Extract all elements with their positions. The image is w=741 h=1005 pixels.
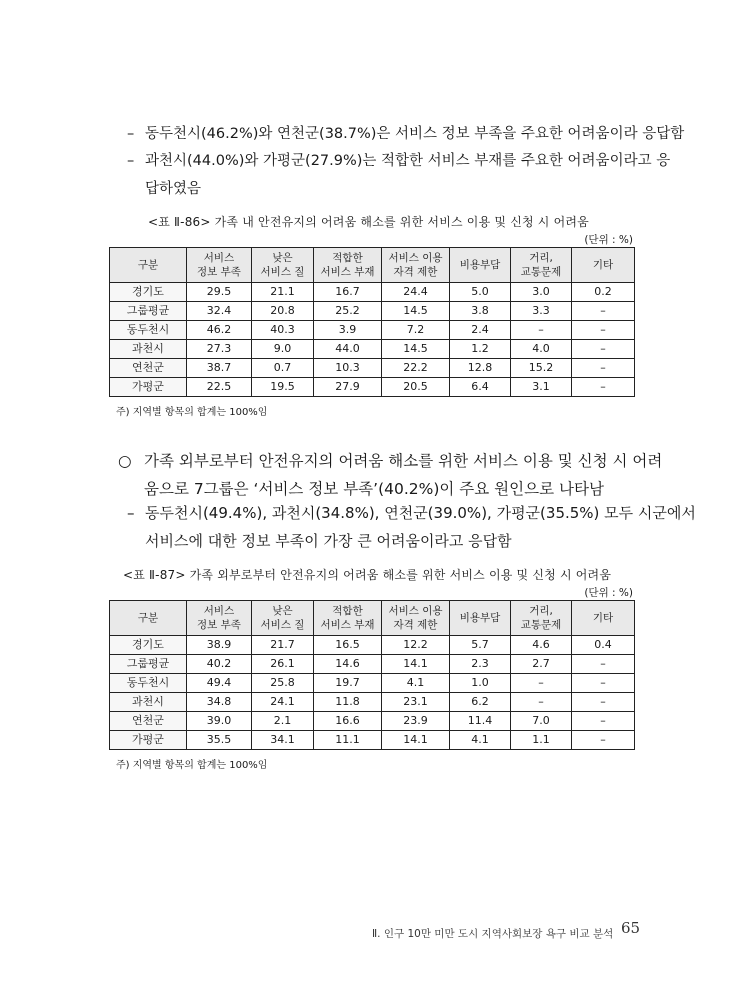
column-header xyxy=(382,601,450,636)
column-header-line: 구분 xyxy=(137,612,159,624)
row-label: 과천시 xyxy=(110,340,187,359)
table-cell: 2.1 xyxy=(252,712,314,731)
bullet-item xyxy=(127,503,696,523)
table-row xyxy=(110,636,635,655)
table-cell: – xyxy=(511,693,572,712)
column-header-line: 정보 부족 xyxy=(197,619,241,631)
table-row xyxy=(110,655,635,674)
column-header-line: 서비스 이용 xyxy=(388,605,443,617)
table-cell: 5.7 xyxy=(450,636,511,655)
table-cell: 38.9 xyxy=(187,636,252,655)
table-row xyxy=(110,731,635,750)
page-number: 65 xyxy=(621,919,641,937)
column-header xyxy=(511,248,572,283)
table-cell: 14.6 xyxy=(314,655,382,674)
dash-marker: – xyxy=(127,504,135,522)
table-cell: 11.8 xyxy=(314,693,382,712)
paragraph-continuation: 움으로 7그룹은 ‘서비스 정보 부족’(40.2%)이 주요 원인으로 나타남 xyxy=(144,480,604,498)
dash-marker: – xyxy=(127,153,135,169)
column-header xyxy=(314,601,382,636)
table-note: 주) 지역별 항목의 합계는 100%임 xyxy=(116,760,268,771)
column-header-line: 적합한 xyxy=(332,605,363,617)
row-label: 그룹평균 xyxy=(110,302,187,321)
table-cell: 23.1 xyxy=(382,693,450,712)
column-header xyxy=(450,601,511,636)
row-label: 가평군 xyxy=(110,378,187,397)
table-cell: 19.7 xyxy=(314,674,382,693)
table-cell: 4.0 xyxy=(511,340,572,359)
table-cell: – xyxy=(511,674,572,693)
column-header-line: 비용부담 xyxy=(459,612,501,624)
column-header xyxy=(187,248,252,283)
table-cell: 23.9 xyxy=(382,712,450,731)
table-cell: 2.3 xyxy=(450,655,511,674)
table-cell: 3.1 xyxy=(511,378,572,397)
table-cell: 4.1 xyxy=(382,674,450,693)
table-cell: – xyxy=(572,693,635,712)
table-cell: 25.2 xyxy=(314,302,382,321)
column-header xyxy=(572,601,635,636)
table-cell: 0.4 xyxy=(572,636,635,655)
dash-marker: – xyxy=(127,126,135,142)
table-cell: 0.7 xyxy=(252,359,314,378)
column-header-line: 낮은 xyxy=(272,252,293,264)
table-row xyxy=(110,321,635,340)
column-header-line: 적합한 xyxy=(332,252,363,264)
column-header-line: 기타 xyxy=(592,259,614,271)
table-cell: 2.7 xyxy=(511,655,572,674)
table-cell: 12.8 xyxy=(450,359,511,378)
row-label: 연천군 xyxy=(110,359,187,378)
bullet-text: 동두천시(49.4%), 과천시(34.8%), 연천군(39.0%), 가평군(35.5%) 모두 시군에서 xyxy=(145,504,696,522)
table-row xyxy=(110,693,635,712)
table-cell: 0.2 xyxy=(572,283,635,302)
table-cell: 40.3 xyxy=(252,321,314,340)
column-header xyxy=(187,601,252,636)
bullet-text: 동두천시(46.2%)와 연천군(38.7%)은 서비스 정보 부족을 주요한 어려움이라 응답함 xyxy=(145,126,685,142)
table-cell: 14.5 xyxy=(382,302,450,321)
table-cell: 4.6 xyxy=(511,636,572,655)
table-cell: 20.8 xyxy=(252,302,314,321)
table-cell: 2.4 xyxy=(450,321,511,340)
table-cell: 1.2 xyxy=(450,340,511,359)
row-label: 경기도 xyxy=(110,636,187,655)
table-cell: 44.0 xyxy=(314,340,382,359)
bullet-text: 과천시(44.0%)와 가평군(27.9%)는 적합한 서비스 부재를 주요한 어려움이라고 응 xyxy=(145,153,671,169)
column-header xyxy=(572,248,635,283)
table-cell: 14.1 xyxy=(382,655,450,674)
table-cell: 16.5 xyxy=(314,636,382,655)
column-header xyxy=(252,248,314,283)
table-cell: 49.4 xyxy=(187,674,252,693)
table-cell: – xyxy=(572,731,635,750)
table-cell: 5.0 xyxy=(450,283,511,302)
table-cell: 7.0 xyxy=(511,712,572,731)
table-cell: 11.4 xyxy=(450,712,511,731)
table-cell: – xyxy=(572,340,635,359)
column-header-line: 구분 xyxy=(137,259,159,271)
table-cell: 6.4 xyxy=(450,378,511,397)
table-cell: 21.7 xyxy=(252,636,314,655)
column-header xyxy=(450,248,511,283)
table-row xyxy=(110,674,635,693)
column-header-line: 서비스 이용 xyxy=(388,252,443,264)
table-cell: 27.9 xyxy=(314,378,382,397)
table-cell: 9.0 xyxy=(252,340,314,359)
table-cell: 34.8 xyxy=(187,693,252,712)
running-footer: Ⅱ. 인구 10만 미만 도시 지역사회보장 욕구 비교 분석 xyxy=(372,928,614,940)
table-row xyxy=(110,283,635,302)
table-cell: 24.4 xyxy=(382,283,450,302)
table-cell: 3.9 xyxy=(314,321,382,340)
column-header xyxy=(511,601,572,636)
circle-marker: ○ xyxy=(118,452,132,470)
table-cell: – xyxy=(572,655,635,674)
row-label: 과천시 xyxy=(110,693,187,712)
row-label: 경기도 xyxy=(110,283,187,302)
column-header xyxy=(252,601,314,636)
table-row xyxy=(110,712,635,731)
table-cell: 26.1 xyxy=(252,655,314,674)
table-caption: <표 Ⅱ-87> 가족 외부로부터 안전유지의 어려움 해소를 위한 서비스 이용 및 신청 시 어려움 xyxy=(123,568,612,582)
column-header xyxy=(110,248,187,283)
table-cell: 1.0 xyxy=(450,674,511,693)
table-cell: – xyxy=(572,712,635,731)
table-cell: 39.0 xyxy=(187,712,252,731)
table-cell: 19.5 xyxy=(252,378,314,397)
table-cell: 10.3 xyxy=(314,359,382,378)
row-label: 연천군 xyxy=(110,712,187,731)
table-cell: 3.0 xyxy=(511,283,572,302)
bullet-continuation: 서비스에 대한 정보 부족이 가장 큰 어려움이라고 응답함 xyxy=(145,532,512,550)
column-header-line: 정보 부족 xyxy=(197,266,241,278)
table-cell: 3.8 xyxy=(450,302,511,321)
row-label: 동두천시 xyxy=(110,674,187,693)
table-cell: 38.7 xyxy=(187,359,252,378)
table-cell: 6.2 xyxy=(450,693,511,712)
table-cell: 15.2 xyxy=(511,359,572,378)
column-header-line: 자격 제한 xyxy=(393,266,438,278)
table-cell: 29.5 xyxy=(187,283,252,302)
column-header-line: 비용부담 xyxy=(459,259,501,271)
table-cell: 12.2 xyxy=(382,636,450,655)
table-cell: 22.2 xyxy=(382,359,450,378)
table-row xyxy=(110,378,635,397)
table-cell: 22.5 xyxy=(187,378,252,397)
row-label: 그룹평균 xyxy=(110,655,187,674)
table-cell: 25.8 xyxy=(252,674,314,693)
table-cell: 14.5 xyxy=(382,340,450,359)
table-cell: 21.1 xyxy=(252,283,314,302)
column-header-line: 교통문제 xyxy=(520,266,562,278)
column-header-line: 서비스 질 xyxy=(260,619,305,631)
column-header-line: 서비스 부재 xyxy=(320,619,375,631)
table-row xyxy=(110,359,635,378)
table-note: 주) 지역별 항목의 합계는 100%임 xyxy=(116,407,268,418)
table-unit: (단위 : %) xyxy=(584,587,633,599)
column-header-line: 서비스 질 xyxy=(260,266,305,278)
bullet-item xyxy=(127,151,670,171)
table-cell: – xyxy=(572,674,635,693)
data-table xyxy=(109,600,635,750)
table-cell: 14.1 xyxy=(382,731,450,750)
row-label: 가평군 xyxy=(110,731,187,750)
column-header xyxy=(314,248,382,283)
column-header-line: 기타 xyxy=(592,612,614,624)
table-cell: 16.6 xyxy=(314,712,382,731)
table-row xyxy=(110,340,635,359)
table-cell: 1.1 xyxy=(511,731,572,750)
column-header-line: 낮은 xyxy=(272,605,293,617)
paragraph-text: 가족 외부로부터 안전유지의 어려움 해소를 위한 서비스 이용 및 신청 시 어려 xyxy=(144,452,663,470)
table-unit: (단위 : %) xyxy=(584,234,633,246)
table-cell: 27.3 xyxy=(187,340,252,359)
circle-bullet-item xyxy=(118,449,662,471)
table-cell: 40.2 xyxy=(187,655,252,674)
table-cell: 32.4 xyxy=(187,302,252,321)
table-cell: 20.5 xyxy=(382,378,450,397)
column-header xyxy=(110,601,187,636)
column-header-line: 교통문제 xyxy=(520,619,562,631)
column-header-line: 자격 제한 xyxy=(393,619,438,631)
table-cell: 16.7 xyxy=(314,283,382,302)
bullet-continuation: 답하였음 xyxy=(145,181,202,197)
column-header xyxy=(382,248,450,283)
table-cell: – xyxy=(572,302,635,321)
table-cell: – xyxy=(511,321,572,340)
table-cell: 11.1 xyxy=(314,731,382,750)
table-cell: – xyxy=(572,359,635,378)
table-cell: 34.1 xyxy=(252,731,314,750)
column-header-line: 서비스 xyxy=(203,252,235,264)
table-header-row xyxy=(110,601,635,636)
table-caption: <표 Ⅱ-86> 가족 내 안전유지의 어려움 해소를 위한 서비스 이용 및 신청 시 어려움 xyxy=(148,215,589,229)
table-cell: 24.1 xyxy=(252,693,314,712)
column-header-line: 서비스 xyxy=(203,605,235,617)
table-row xyxy=(110,302,635,321)
table-cell: 4.1 xyxy=(450,731,511,750)
table-cell: 46.2 xyxy=(187,321,252,340)
table-header-row xyxy=(110,248,635,283)
table-cell: 7.2 xyxy=(382,321,450,340)
table-cell: – xyxy=(572,321,635,340)
table-cell: 3.3 xyxy=(511,302,572,321)
table-cell: 35.5 xyxy=(187,731,252,750)
data-table xyxy=(109,247,635,397)
table-cell: – xyxy=(572,378,635,397)
bullet-item xyxy=(127,124,684,144)
column-header-line: 거리, xyxy=(529,252,553,264)
row-label: 동두천시 xyxy=(110,321,187,340)
column-header-line: 거리, xyxy=(529,605,553,617)
column-header-line: 서비스 부재 xyxy=(320,266,375,278)
